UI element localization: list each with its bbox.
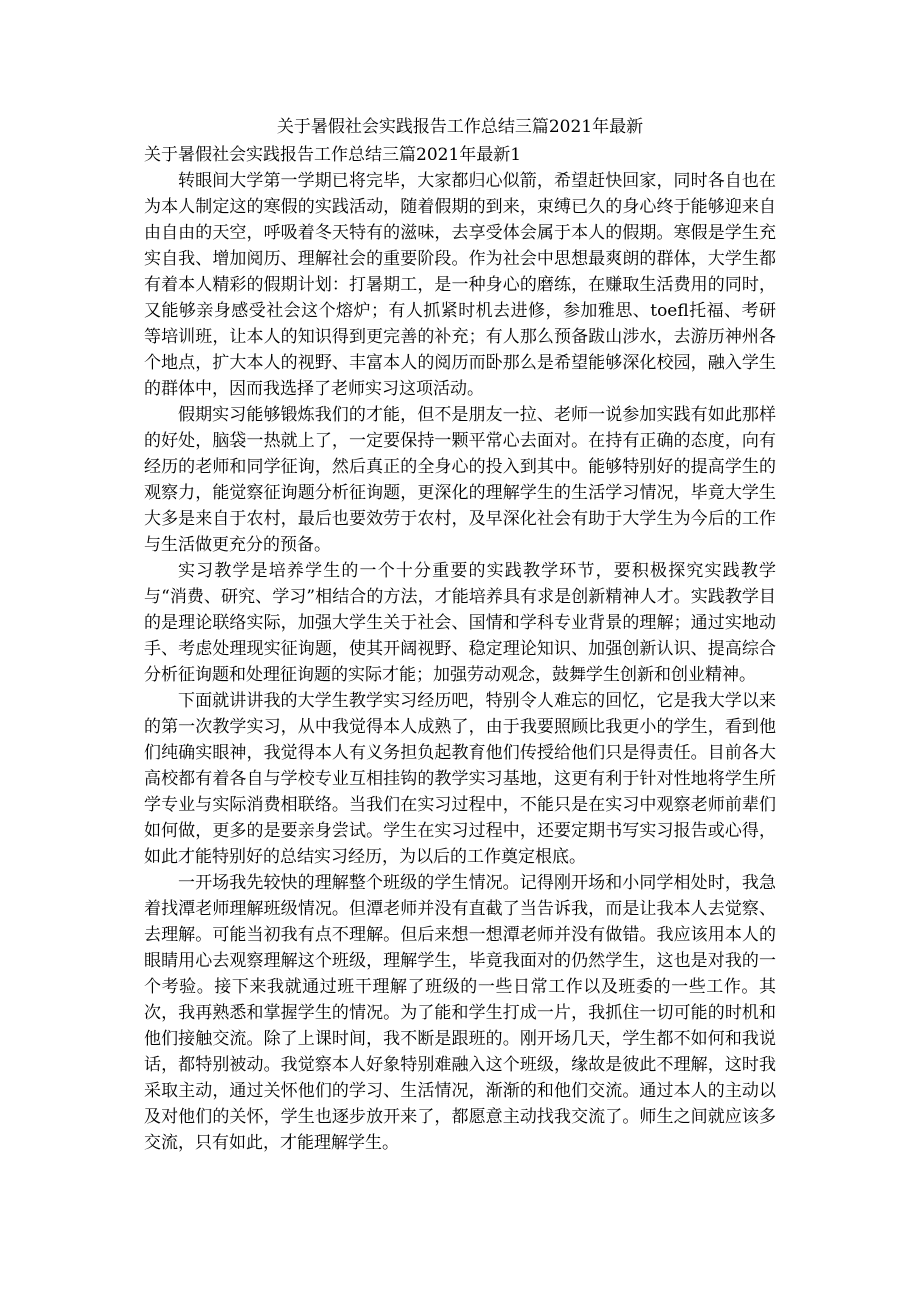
paragraph-3: 实习教学是培养学生的一个十分重要的实践教学环节，要积极探究实践教学与“消费、研究、学习”相结合的方法，才能培养具有求是创新精神人才。实践教学目的是理论联络实际，加强大学生关于社会、国情和学科专业背景的理解；通过实地动手、考虑处理现实征询题，使其开阔视野、稳定理论知识、加强创新认识、提高综合分析征询题和处理征询题的实际才能；加强劳动观念，鼓舞学生创新和创业精神。 (144, 561, 776, 685)
document-title: 关于暑假社会实践报告工作总结三篇2021年最新 (276, 117, 644, 137)
paragraph-5: 一开场我先较快的理解整个班级的学生情况。记得刚开场和小同学相处时，我急着找潭老师理解班级情况。但潭老师并没有直截了当告诉我，而是让我本人去觉察、去理解。可能当初我有点不理解。但后来想一想潭老师并没有做错。我应该用本人的眼睛用心去观察理解这个班级，理解学生，毕竟我面对的仍然学生，这也是对我的一个考验。接下来我就通过班干理解了班级的一些日常工作以及班委的一些工作。其次，我再熟悉和掌握学生的情况。为了能和学生打成一片，我抓住一切可能的时机和他们接触交流。除了上课时间，我不断是跟班的。刚开场几天，学生都不如何和我说话，都特别被动。我觉察本人好象特别难融入这个班级，缘故是彼此不理解，这时我采取主动，通过关怀他们的学习、生活情况，渐渐的和他们交流。通过本人的主动以及对他们的关怀，学生也逐步放开来了，都愿意主动找我交流了。师生之间就应该多交流，只有如此，才能理解学生。 (144, 873, 776, 1153)
paragraph-1: 转眼间大学第一学期已将完毕，大家都归心似箭，希望赶快回家，同时各自也在为本人制定这的寒假的实践活动，随着假期的到来，束缚已久的身心终于能够迎来自由自由的天空，呼吸着冬天特有的滋味，去享受体会属于本人的假期。寒假是学生充实自我、增加阅历、理解社会的重要阶段。作为社会中思想最爽朗的群体，大学生都有着本人精彩的假期计划：打暑期工，是一种身心的磨练，在赚取生活费用的同时，又能够亲身感受社会这个熔炉；有人抓紧时机去进修，参加雅思、toefl托福、考研等培训班，让本人的知识得到更完善的补充；有人那么预备跋山涉水，去游历神州各个地点，扩大本人的视野、丰富本人的阅历而卧那么是希望能够深化校园，融入学生的群体中，因而我选择了老师实习这项活动。 (144, 171, 776, 399)
paragraph-4: 下面就讲讲我的大学生教学实习经历吧，特别令人难忘的回忆，它是我大学以来的第一次教学实习，从中我觉得本人成熟了，由于我要照顾比我更小的学生，看到他们纯确实眼神，我觉得本人有义务担负起教育他们传授给他们只是得责任。目前各大高校都有着各自与学校专业互相挂钩的教学实习基地，这更有利于针对性地将学生所学专业与实际消费相联络。当我们在实习过程中，不能只是在实习中观察老师前辈们如何做，更多的是要亲身尝试。学生在实习过程中，还要定期书写实习报告或心得，如此才能特别好的总结实习经历，为以后的工作奠定根底。 (144, 691, 776, 867)
document-page (144, 112, 776, 1156)
document-subtitle: 关于暑假社会实践报告工作总结三篇2021年最新1 (144, 145, 522, 165)
paragraph-2: 假期实习能够锻炼我们的才能，但不是朋友一拉、老师一说参加实践有如此那样的好处，脑袋一热就上了，一定要保持一颗平常心去面对。在持有正确的态度，向有经历的老师和同学征询，然后真正的全身心的投入到其中。能够特别好的提高学生的观察力，能觉察征询题分析征询题，更深化的理解学生的生活学习情况，毕竟大学生大多是来自于农村，最后也要效劳于农村，及早深化社会有助于大学生为今后的工作与生活做更充分的预备。 (144, 405, 776, 555)
